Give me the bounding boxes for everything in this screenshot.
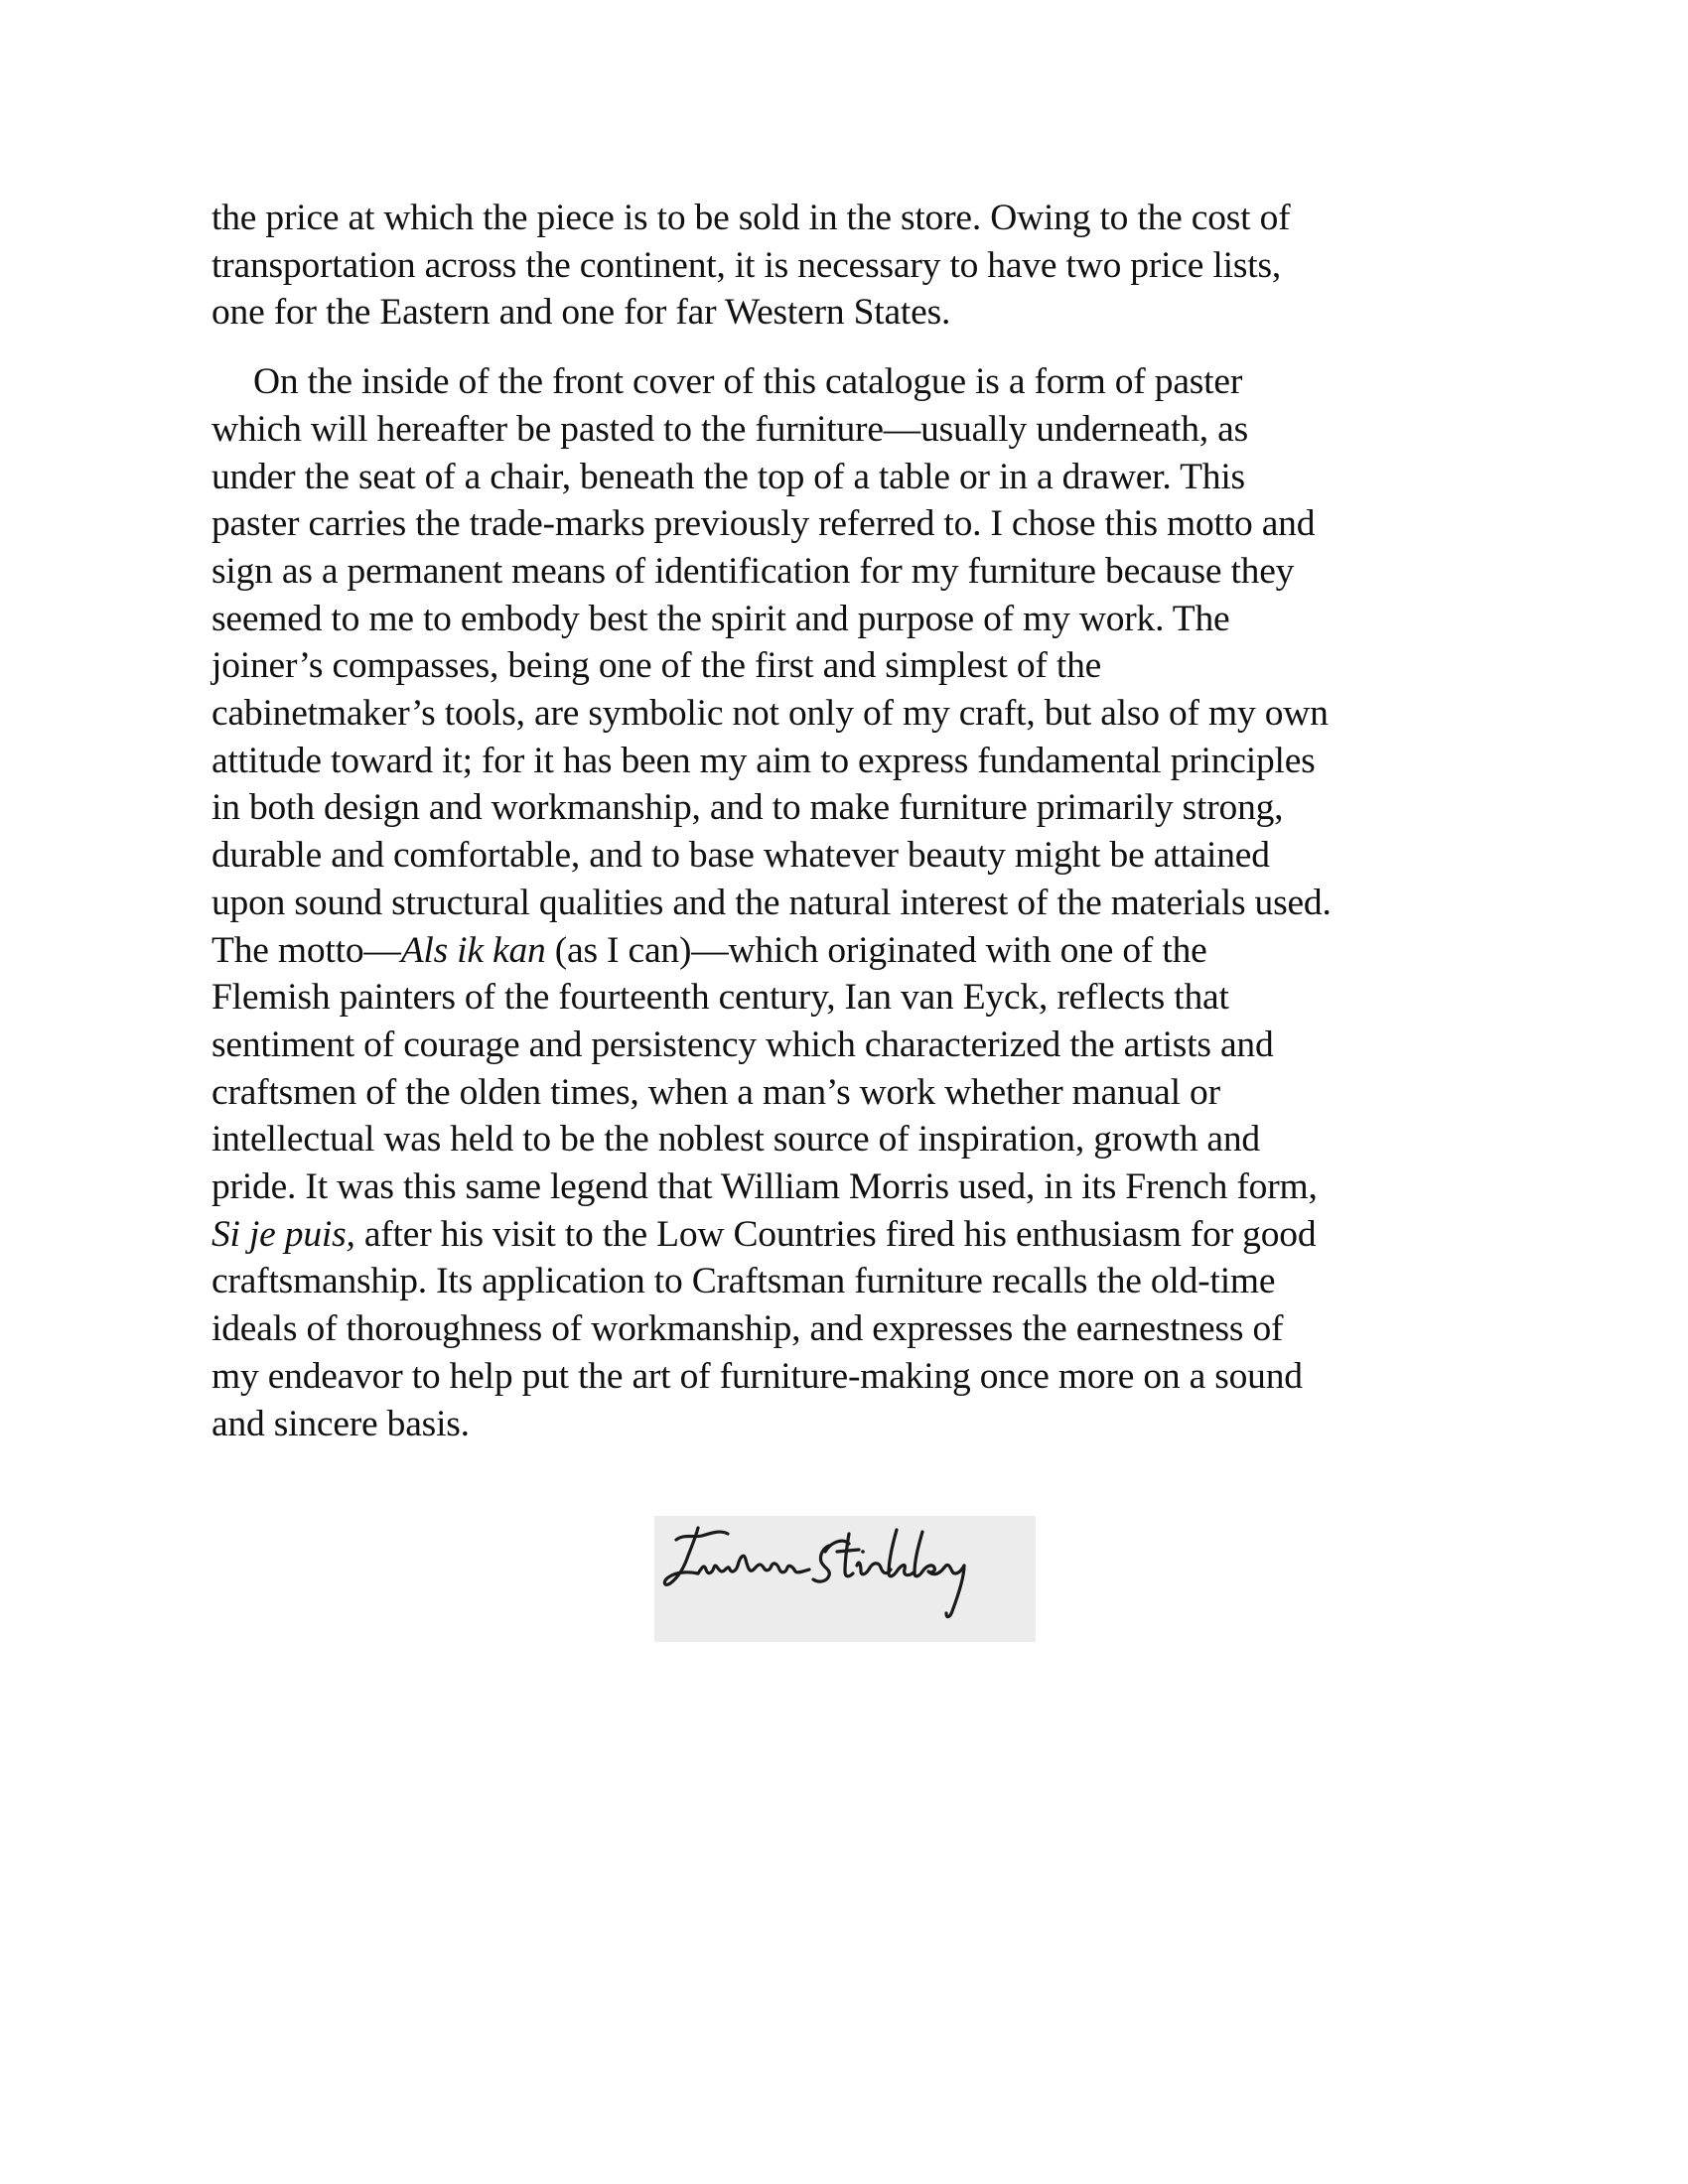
text-line: sentiment of courage and persistency which characterized the artists and [211,1024,1274,1065]
paragraph-price-lists [211,195,1502,337]
handwritten-signature [654,1516,1036,1642]
text-line: attitude toward it; for it has been my aim to express fundamental principles [211,740,1316,781]
text-line: ideals of thoroughness of workmanship, and expresses the earnestness of [211,1308,1284,1350]
text-line: and sincere basis. [211,1403,470,1444]
text-line: which will hereafter be pasted to the furniture—usually underneath, as [211,408,1248,450]
text-line: On the inside of the front cover of this catalogue is a form of paster [253,361,1243,403]
text-line: cabinetmaker’s tools, are symbolic not only of my craft, but also of my own [211,693,1329,735]
motto-line [211,927,1502,975]
paragraph-trade-marks [211,358,1502,1447]
text-line: sign as a permanent means of identification for my furniture because they [211,550,1295,592]
text-line: upon sound structural qualities and the natural interest of the materials used. [211,882,1332,923]
text-line: my endeavor to help put the art of furniture-making once more on a sound [211,1355,1303,1397]
french-motto-line [211,1211,1502,1259]
text-line: paster carries the trade-marks previously referred to. I chose this motto and [211,503,1316,545]
text-line: durable and comfortable, and to base whatever beauty might be attained [211,835,1270,877]
french-motto-italic: Si je puis, [211,1213,355,1255]
signature-image [654,1516,1036,1642]
french-motto-suffix: after his visit to the Low Countries fired his enthusiasm for good [354,1213,1317,1255]
text-line: one for the Eastern and one for far Western States. [211,292,951,334]
text-line: craftsmanship. Its application to Craftsman furniture recalls the old-time [211,1261,1276,1302]
text-line: seemed to me to embody best the spirit and purpose of my work. The [211,598,1230,639]
text-line: the price at which the piece is to be sold in the store. Owing to the cost of [211,198,1291,238]
body-text [211,195,1502,1447]
text-line: in both design and workmanship, and to make furniture primarily strong, [211,787,1284,829]
text-line: craftsmen of the olden times, when a man’s work whether manual or [211,1071,1220,1113]
text-line: under the seat of a chair, beneath the top of a table or in a drawer. This [211,456,1245,497]
motto-suffix: (as I can)—which originated with one of the [545,929,1207,971]
text-line: Flemish painters of the fourteenth century, Ian van Eyck, reflects that [211,977,1229,1019]
text-line: intellectual was held to be the noblest source of inspiration, growth and [211,1119,1260,1160]
motto-prefix: The motto— [211,929,401,971]
text-line: transportation across the continent, it is necessary to have two price lists, [211,244,1282,286]
motto-italic: Als ik kan [400,929,546,971]
text-line: joiner’s compasses, being one of the first and simplest of the [211,645,1102,687]
text-line: pride. It was this same legend that William Morris used, in its French form, [211,1166,1318,1208]
